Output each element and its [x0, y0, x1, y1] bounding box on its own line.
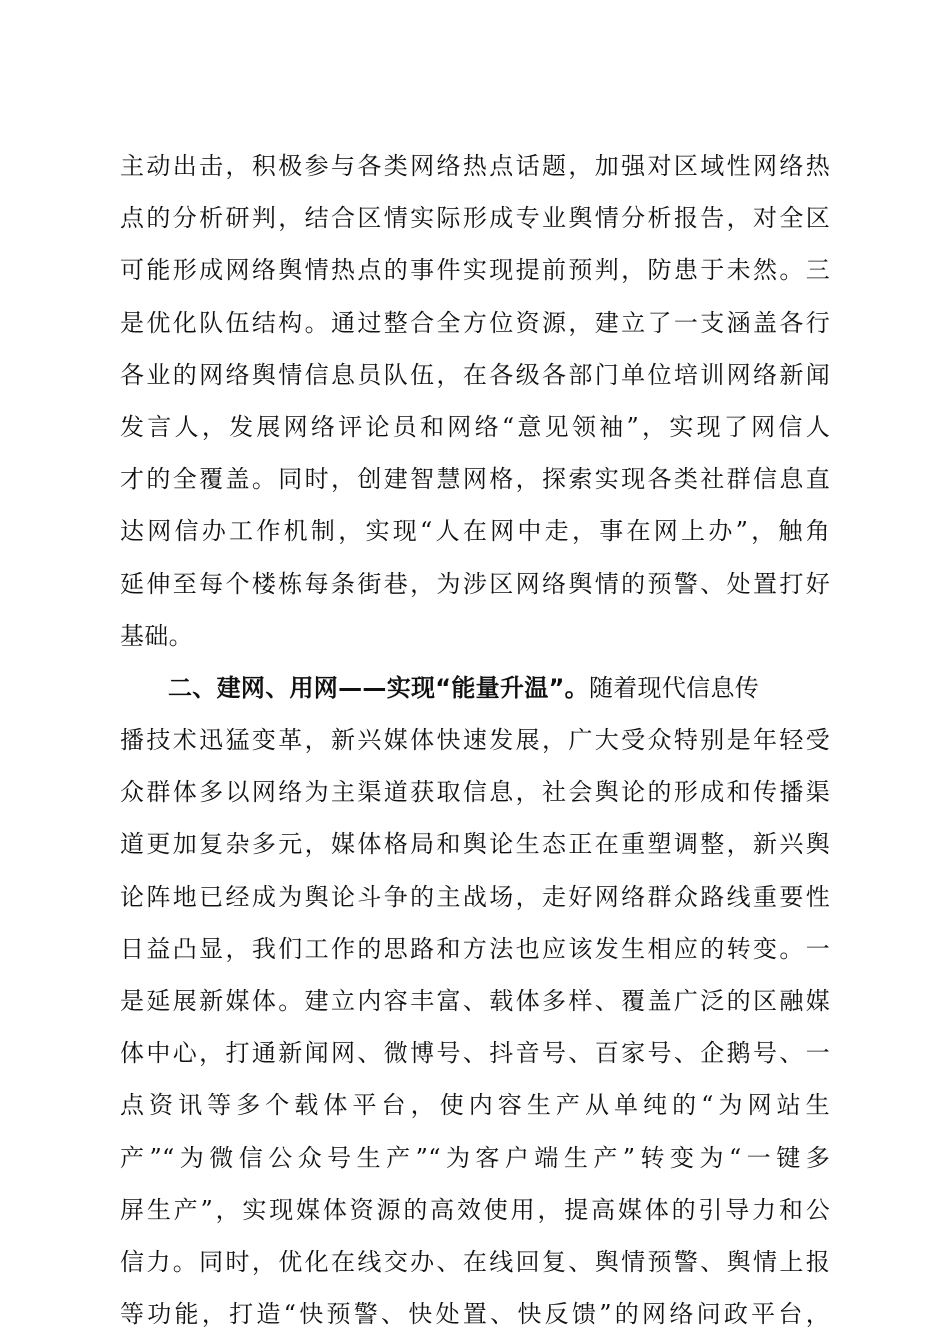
text-line: 众群体多以网络为主渠道获取信息，社会舆论的形成和传播渠 — [120, 778, 830, 807]
text-line: 达网信办工作机制，实现“人在网中走，事在网上办”，触角 — [120, 517, 830, 546]
text-line: 等功能，打造“快预警、快处置、快反馈”的网络问政平台， — [120, 1300, 830, 1329]
text-line: 屏生产”，实现媒体资源的高效使用，提高媒体的引导力和公 — [120, 1195, 830, 1224]
text-line: 论阵地已经成为舆论斗争的主战场，走好网络群众路线重要性 — [120, 882, 830, 911]
text-line: 可能形成网络舆情热点的事件实现提前预判，防患于未然。三 — [120, 256, 830, 285]
section-heading: 二、建网、用网——实现“能量升温”。 — [168, 673, 589, 702]
text-line: 是优化队伍结构。通过整合全方位资源，建立了一支涵盖各行 — [120, 308, 830, 337]
text-line: 播技术迅猛变革，新兴媒体快速发展，广大受众特别是年轻受 — [120, 726, 830, 755]
text-line: 才的全覆盖。同时，创建智慧网格，探索实现各类社群信息直 — [120, 465, 830, 494]
text-line: 道更加复杂多元，媒体格局和舆论生态正在重塑调整，新兴舆 — [120, 830, 830, 859]
text-line: 是延展新媒体。建立内容丰富、载体多样、覆盖广泛的区融媒 — [120, 987, 830, 1015]
text-line: 日益凸显，我们工作的思路和方法也应该发生相应的转变。一 — [120, 934, 830, 963]
text-line: 发言人，发展网络评论员和网络“意见领袖”，实现了网信人 — [120, 412, 830, 441]
text-line: 体中心，打通新闻网、微博号、抖音号、百家号、企鹅号、一 — [120, 1039, 830, 1068]
text-line: 延伸至每个楼栋每条街巷，为涉区网络舆情的预警、处置打好 — [120, 569, 830, 598]
section-heading-line — [120, 662, 830, 714]
text-line: 基础。 — [120, 621, 193, 650]
text-line: 信力。同时，优化在线交办、在线回复、舆情预警、舆情上报 — [120, 1247, 830, 1276]
document-body — [120, 140, 830, 1340]
text-line: 点的分析研判，结合区情实际形成专业舆情分析报告，对全区 — [120, 204, 830, 233]
text-line: 各业的网络舆情信息员队伍，在各级各部门单位培训网络新闻 — [120, 360, 830, 389]
text-line-rest: 随着现代信息传 — [588, 673, 760, 702]
text-line: 点资讯等多个载体平台，使内容生产从单纯的“为网站生 — [120, 1091, 830, 1120]
text-line: 主动出击，积极参与各类网络热点话题，加强对区域性网络热 — [120, 152, 830, 180]
text-line: 产”“为微信公众号生产”“为客户端生产”转变为“一键多 — [120, 1143, 830, 1172]
